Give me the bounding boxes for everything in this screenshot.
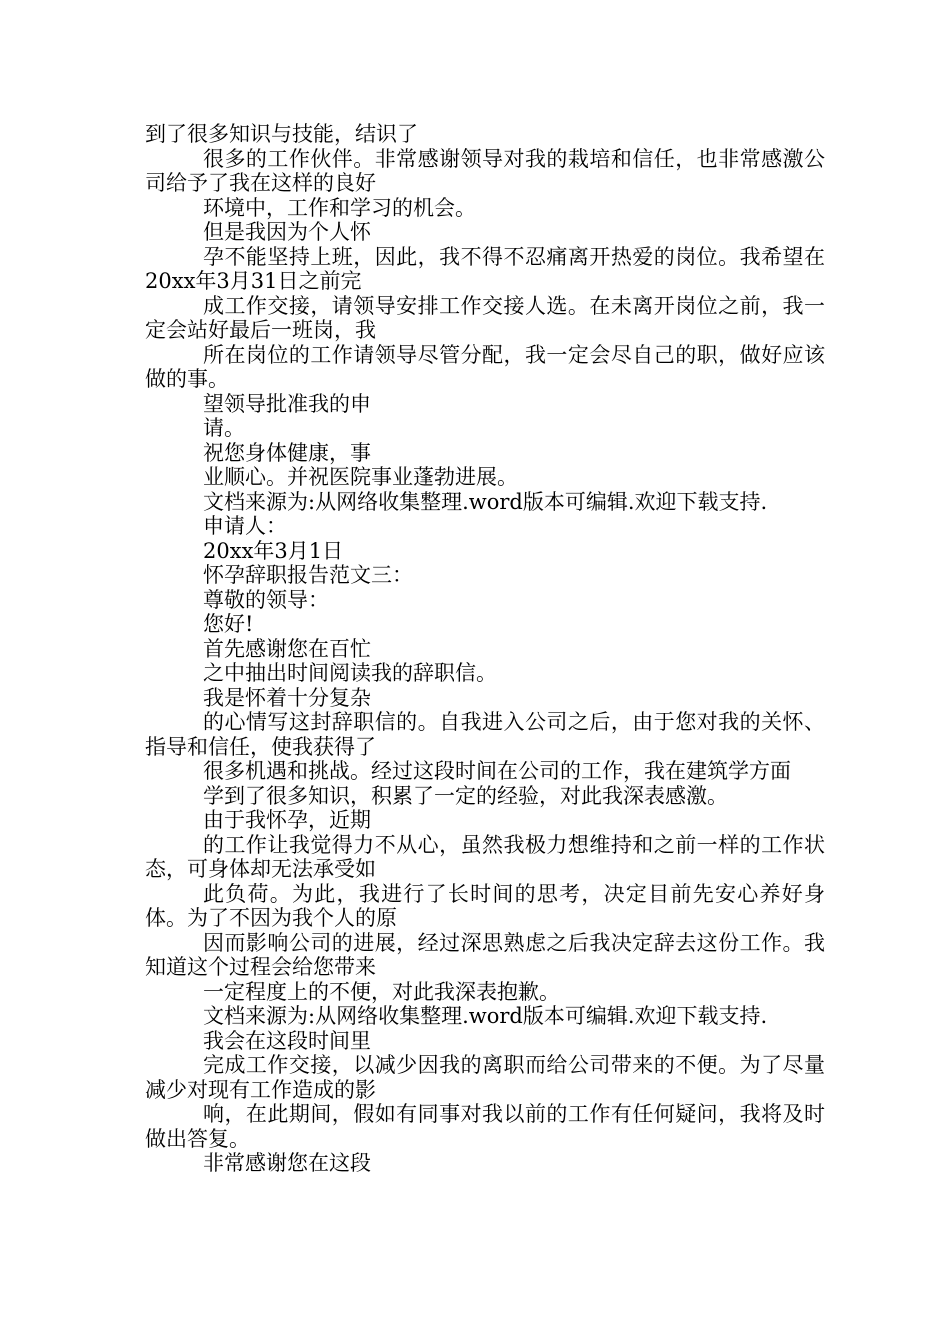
paragraph: 您好! xyxy=(203,612,254,636)
paragraph: 请。 xyxy=(203,416,245,440)
paragraph: 成工作交接，请领导安排工作交接人选。在未离开岗位之前，我一定会站好最后一班岗，我 xyxy=(145,293,825,342)
paragraph: 所在岗位的工作请领导尽管分配，我一定会尽自己的职，做好应该做的事。 xyxy=(145,342,825,391)
paragraph: 申请人： xyxy=(203,514,287,538)
paragraph: 的心情写这封辞职信的。自我进入公司之后，由于您对我的关怀、指导和信任，使我获得了 xyxy=(145,710,825,759)
paragraph: 祝您身体健康，事 xyxy=(203,440,371,465)
paragraph: 文档来源为:从网络收集整理.word版本可编辑.欢迎下载支持. xyxy=(203,489,768,514)
paragraph: 完成工作交接，以减少因我的离职而给公司带来的不便。为了尽量减少对现有工作造成的影 xyxy=(145,1053,825,1102)
paragraph: 首先感谢您在百忙 xyxy=(203,636,371,661)
paragraph: 我会在这段时间里 xyxy=(203,1028,371,1053)
paragraph: 20xx年3月1日 xyxy=(203,538,344,563)
document-body xyxy=(145,122,825,1176)
paragraph: 学到了很多知识，积累了一定的经验，对此我深表感激。 xyxy=(203,783,728,808)
paragraph: 业顺心。并祝医院事业蓬勃进展。 xyxy=(203,465,518,489)
paragraph: 非常感谢您在这段 xyxy=(203,1151,371,1175)
paragraph: 很多的工作伙伴。非常感谢领导对我的栽培和信任，也非常感激公司给予了我在这样的良好 xyxy=(145,146,825,195)
paragraph: 响，在此期间，假如有同事对我以前的工作有任何疑问，我将及时做出答复。 xyxy=(145,1102,825,1151)
paragraph: 孕不能坚持上班，因此，我不得不忍痛离开热爱的岗位。我希望在20xx年3月31日之前完 xyxy=(145,244,825,293)
paragraph: 一定程度上的不便，对此我深表抱歉。 xyxy=(203,979,560,1004)
paragraph: 的工作让我觉得力不从心，虽然我极力想维持和之前一样的工作状态，可身体却无法承受如 xyxy=(145,832,825,881)
paragraph: 很多机遇和挑战。经过这段时间在公司的工作，我在建筑学方面 xyxy=(203,759,791,783)
paragraph: 由于我怀孕，近期 xyxy=(203,808,371,832)
paragraph: 因而影响公司的进展，经过深思熟虑之后我决定辞去这份工作。我知道这个过程会给您带来 xyxy=(145,930,825,979)
paragraph: 望领导批准我的申 xyxy=(203,391,371,416)
paragraph: 文档来源为:从网络收集整理.word版本可编辑.欢迎下载支持. xyxy=(203,1004,768,1028)
paragraph: 尊敬的领导： xyxy=(203,587,329,612)
paragraph: 我是怀着十分复杂 xyxy=(203,685,371,710)
paragraph: 之中抽出时间阅读我的辞职信。 xyxy=(203,661,497,685)
paragraph: 到了很多知识与技能，结识了 xyxy=(145,122,418,146)
paragraph: 但是我因为个人怀 xyxy=(203,220,371,244)
paragraph: 环境中，工作和学习的机会。 xyxy=(203,195,476,220)
paragraph: 此负荷。为此，我进行了长时间的思考，决定目前先安心养好身体。为了不因为我个人的原 xyxy=(145,881,825,930)
paragraph: 怀孕辞职报告范文三： xyxy=(203,563,413,587)
